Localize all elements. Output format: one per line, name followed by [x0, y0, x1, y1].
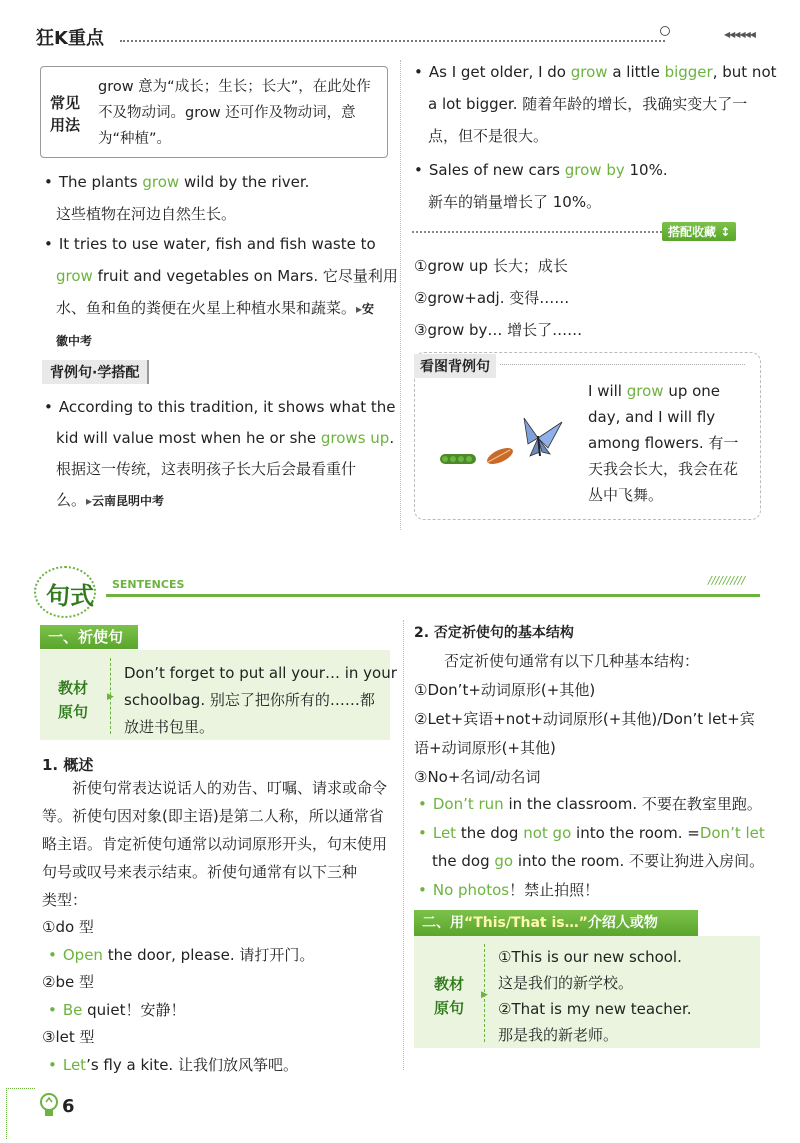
butterfly-icon [524, 418, 562, 456]
negative-intro: 否定祈使句通常有以下几种基本结构： [444, 652, 700, 670]
usage-text: grow 意为“成长；生长；长大”，在此处作 不及物动词。grow 还可作及物动词，意 为“种植”。 [98, 79, 371, 147]
picture-tab-rule [500, 364, 745, 365]
negative-examples: • Don’t run in the classroom. 不要在教室里跑。 • Let the dog not go into the room. =Don’t let the dog go into the room. 不要让狗进入房间。 • No photos！禁止拍照！ [418, 790, 765, 904]
header-logo: 狂K重点 [36, 28, 104, 49]
left-example-2: • It tries to use water, fish and fish waste to grow fruit and vegetables on Mars. 它尽量利用 水、鱼和鱼的粪便在火星上种植水果和蔬菜。▸安 徽中考 [44, 228, 394, 357]
header-circle [660, 26, 670, 36]
collocation-rule [412, 231, 662, 233]
cocoon-icon [485, 445, 515, 468]
textbook-arrow-1: ▶ [107, 692, 114, 702]
left-example-1: • The plants grow wild by the river. 这些植物在河边自然生长。 [44, 166, 394, 230]
page-corner-dots [6, 1088, 35, 1139]
section-rule [106, 594, 760, 597]
textbook-text-1: Don’t forget to put all your… in your schoolbag. 别忘了把你所有的……都 放进书包里。 [124, 664, 397, 736]
imperative-types: ①do 型 • Open the door, please. 请打开门。 ②be 型 • Be quiet！安静！ ③let 型 • Let’s fly a kite. 让我们放风筝吧。 [42, 914, 314, 1079]
header-dotted-rule [120, 40, 665, 42]
recite-tab: 背例句·学搭配 [42, 360, 149, 384]
textbook-text-2: ①This is our new school. 这是我们的新学校。 ②That is my new teacher. 那是我的新老师。 [498, 948, 692, 1044]
section-title: 句式 [46, 582, 94, 610]
overview-paragraph: 祈使句常表达说话人的劝告、叮嘱、请求或命令 等。祈使句因对象(即主语)是第二人称，所以通常省 略主语。肯定祈使句通常以动词原形开头，句末使用 句号或叹号来表示结束。祈使句通常有以下三种 类型： [42, 779, 388, 909]
this-that-tab: 二、用“This/That is…”介绍人或物 [414, 910, 698, 936]
negative-structures: ①Don’t+动词原形(+其他) ②Let+宾语+not+动词原形(+其他)/Don’t let+宾 语+动词原形(+其他) ③No+名词/动名词 [414, 681, 755, 786]
usage-label: 常见 用法 [50, 94, 81, 134]
section-slashes: ////////// [708, 574, 746, 587]
negative-heading: 2. 否定祈使句的基本结构 [414, 625, 574, 641]
imperative-tab: 一、祈使句 [40, 625, 138, 649]
textbook-label-2: 教材 原句 [434, 975, 465, 1017]
picture-tab: 看图背例句 [414, 354, 496, 378]
page-number: 6 [62, 1096, 75, 1117]
right-example-1: • As I get older, I do grow a little bigger, but not a lot bigger. 随着年龄的增长，我确实变大了一 点，但不是很大。 [414, 56, 764, 152]
picture-text: I will grow up one day, and I will fly among flowers. 有一 天我会长大，我会在花 丛中飞舞。 [588, 382, 739, 504]
textbook-arrow-2: ▶ [481, 990, 488, 1000]
section-subtitle: SENTENCES [112, 578, 185, 591]
caterpillar-icon [440, 454, 476, 464]
overview-heading: 1. 概述 [42, 756, 94, 774]
column-divider-top [400, 60, 401, 530]
header-arrows: ◀◀◀◀◀◀ [724, 30, 755, 39]
textbook-label-1: 教材 原句 [58, 679, 89, 721]
right-example-2: • Sales of new cars grow by 10%. 新车的销量增长了 10%。 [414, 154, 764, 218]
column-divider-bottom [403, 620, 404, 1070]
left-example-3: • According to this tradition, it shows what the kid will value most when he or she grows up. 根据这一传统，这表明孩子长大后会最看重什 么。▸云南昆明中考 [44, 392, 394, 517]
growth-illustration [436, 408, 576, 470]
collocation-list: ①grow up 长大；成长 ②grow+adj. 变得…… ③grow by… 增长了…… [414, 257, 583, 339]
collocation-tab: 搭配收藏 ↕ [662, 222, 736, 241]
lightbulb-icon [38, 1092, 60, 1120]
